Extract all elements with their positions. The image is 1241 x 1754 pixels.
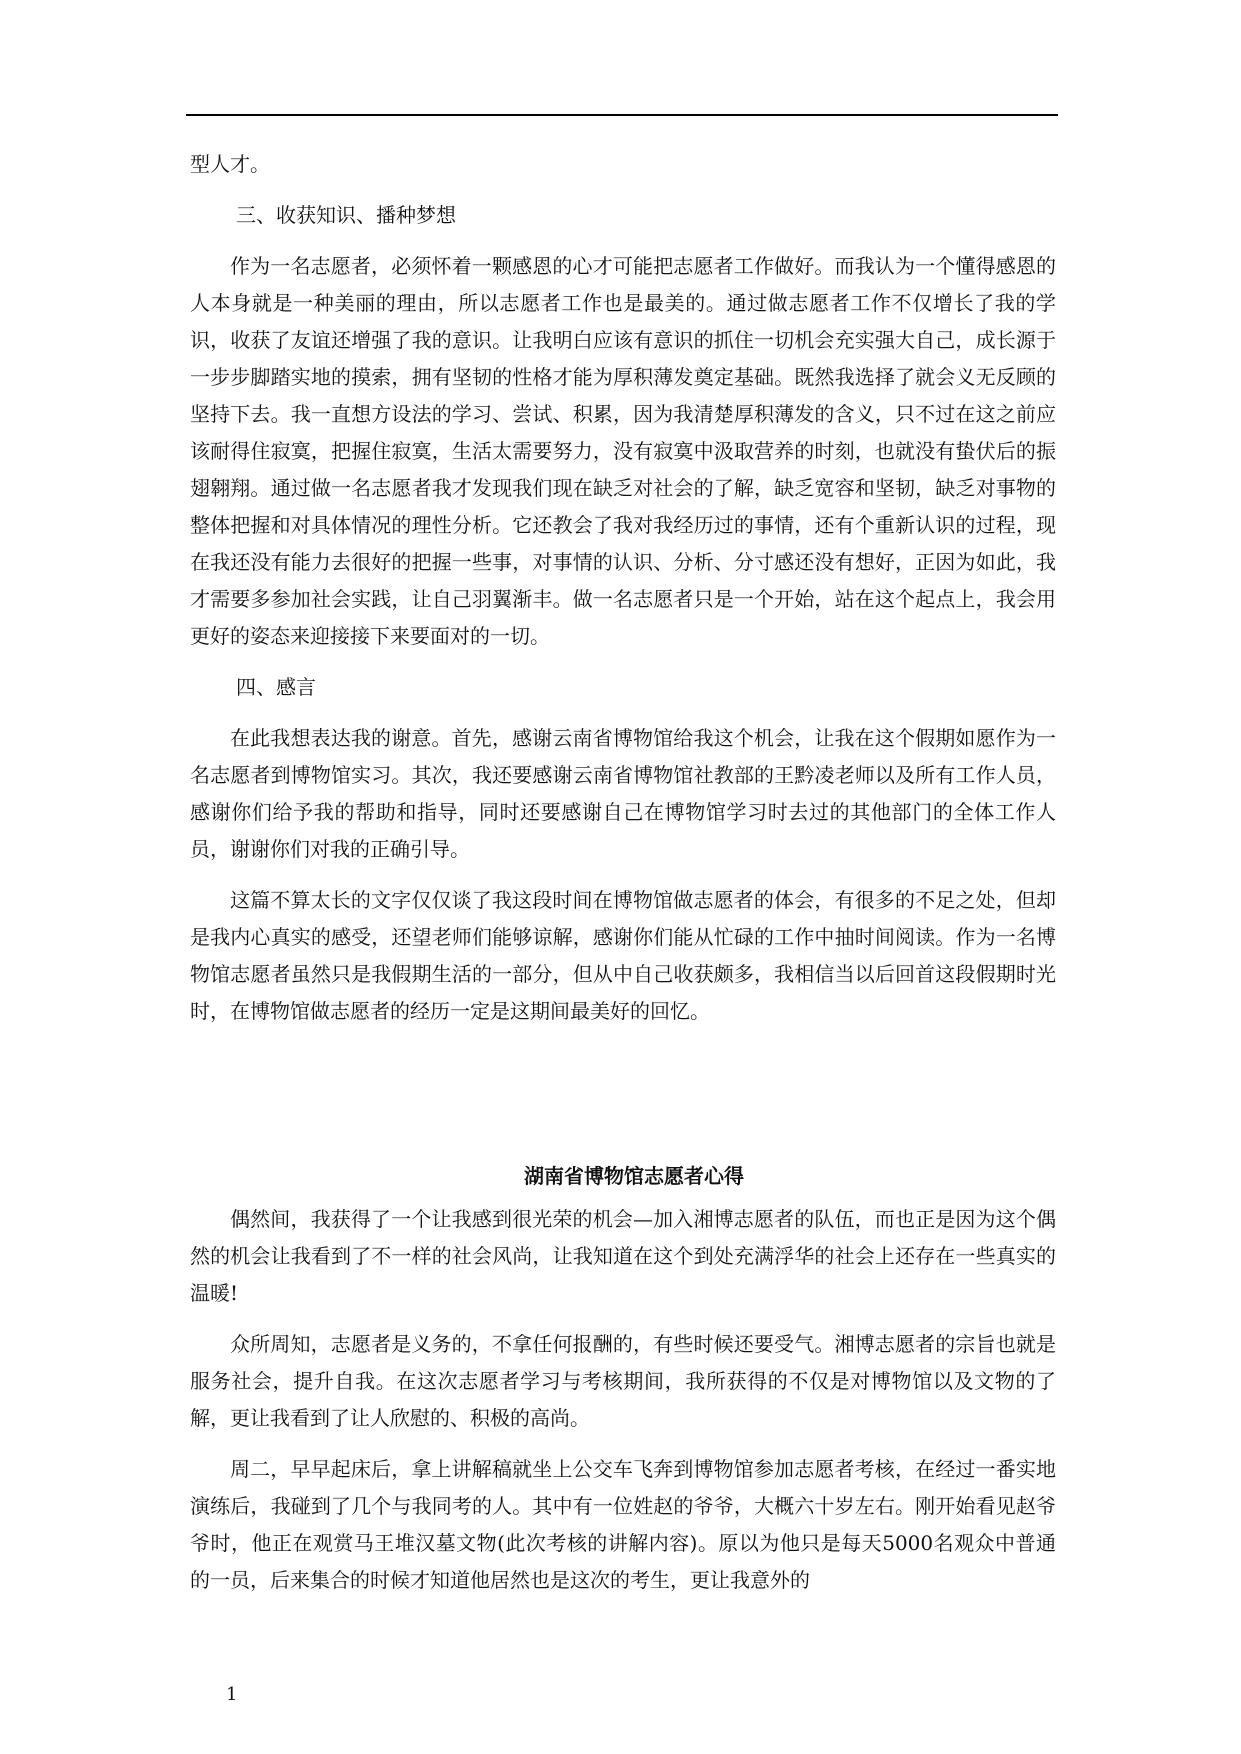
section-heading-3: 三、收获知识、播种梦想 bbox=[236, 203, 456, 227]
section-spacer bbox=[190, 1030, 1056, 1158]
article-paragraph-2: 众所周知，志愿者是义务的，不拿任何报酬的，有些时候还要受气。湘博志愿者的宗旨也就是服务社会，提升自我。在这次志愿者学习与考核期间，我所获得的不仅是对博物馆以及文物的了解，更让我看到了让人欣慰的、积极的高尚。 bbox=[190, 1332, 1056, 1430]
continuation-line: 型人才。 bbox=[190, 152, 270, 176]
section3-paragraph: 作为一名志愿者，必须怀着一颗感恩的心才可能把志愿者工作做好。而我认为一个懂得感恩的人本身就是一种美丽的理由，所以志愿者工作也是最美的。通过做志愿者工作不仅增长了我的学识，收获了友谊还增强了我的意识。让我明白应该有意识的抓住一切机会充实强大自己，成长源于一步步脚踏实地的摸索，拥有坚韧的性格才能为厚积薄发奠定基础。既然我选择了就会义无反顾的坚持下去。我一直想方设法的学习、尝试、积累，因为我清楚厚积薄发的含义，只不过在这之前应该耐得住寂寞，把握住寂寞，生活太需要努力，没有寂寞中汲取营养的时刻，也就没有蛰伏后的振翅翱翔。通过做一名志愿者我才发现我们现在缺乏对社会的了解，缺乏宽容和坚韧，缺乏对事物的整体把握和对具体情况的理性分析。它还教会了我对我经历过的事情，还有个重新认识的过程，现在我还没有能力去很好的把握一些事，对事情的认识、分析、分寸感还没有想好，正因为如此，我才需要多参加社会实践，让自己羽翼渐丰。做一名志愿者只是一个开始，站在这个起点上，我会用更好的姿态来迎接接下来要面对的一切。 bbox=[190, 254, 1056, 648]
section4-paragraph-2: 这篇不算太长的文字仅仅谈了我这段时间在博物馆做志愿者的体会，有很多的不足之处，但却是我内心真实的感受，还望老师们能够谅解，感谢你们能从忙碌的工作中抽时间阅读。作为一名博物馆志愿者虽然只是我假期生活的一部分，但从中自己收获颇多，我相信当以后回首这段假期时光时，在博物馆做志愿者的经历一定是这期间最美好的回忆。 bbox=[190, 888, 1056, 1023]
section-heading-4: 四、感言 bbox=[236, 675, 316, 699]
article-title: 湖南省博物馆志愿者心得 bbox=[524, 1164, 744, 1188]
section4-paragraph-1: 在此我想表达我的谢意。首先，感谢云南省博物馆给我这个机会，让我在这个假期如愿作为一名志愿者到博物馆实习。其次，我还要感谢云南省博物馆社教部的王黔凌老师以及所有工作人员，感谢你们给予我的帮助和指导，同时还要感谢自己在博物馆学习时去过的其他部门的全体工作人员，谢谢你们对我的正确引导。 bbox=[190, 726, 1056, 861]
header-rule bbox=[186, 114, 1058, 116]
document-body bbox=[190, 146, 1056, 1599]
page-number: 1 bbox=[226, 1684, 238, 1705]
article-paragraph-3: 周二，早早起床后，拿上讲解稿就坐上公交车飞奔到博物馆参加志愿者考核，在经过一番实地演练后，我碰到了几个与我同考的人。其中有一位姓赵的爷爷，大概六十岁左右。刚开始看见赵爷爷时，他正在观赏马王堆汉墓文物(此次考核的讲解内容)。原以为他只是每天5000名观众中普通的一员，后来集合的时候才知道他居然也是这次的考生，更让我意外的 bbox=[190, 1457, 1056, 1592]
article-paragraph-1: 偶然间，我获得了一个让我感到很光荣的机会—加入湘博志愿者的队伍，而也正是因为这个偶然的机会让我看到了不一样的社会风尚，让我知道在这个到处充满浮华的社会上还存在一些真实的温暖! bbox=[190, 1207, 1056, 1305]
